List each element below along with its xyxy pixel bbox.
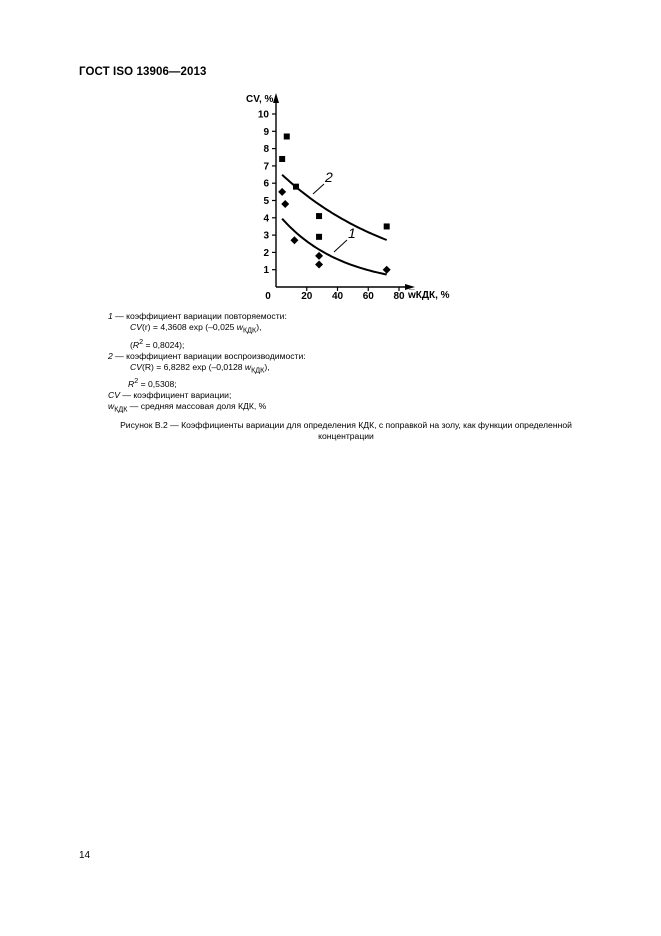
caption-line-1: Рисунок В.2 — Коэффициенты вариации для определения КДК, с поправкой на золу, как функции определенной bbox=[120, 420, 572, 430]
data-point-diamond bbox=[278, 188, 286, 196]
legend-formula-2: CV(R) = 6,8282 exp (–0,0128 $w_{КДК}$), bbox=[130, 361, 270, 375]
y-tick-label: 10 bbox=[257, 109, 269, 121]
data-point-square bbox=[316, 213, 322, 219]
data-point-square bbox=[384, 223, 390, 229]
document-header: ГОСТ ISO 13906—2013 bbox=[79, 66, 207, 78]
legend-item-1: 1 — коэффициент вариации повторяемости: bbox=[108, 311, 287, 321]
y-tick-label: 8 bbox=[263, 144, 269, 156]
legend-formula-1: CV(r) = 4,3608 exp (–0,025 $w_{КДК}$), bbox=[130, 322, 262, 335]
x-tick-label: 0 bbox=[265, 291, 271, 302]
figure-legend bbox=[108, 311, 306, 416]
fit-curve-series-1 bbox=[282, 219, 387, 275]
data-point-diamond bbox=[315, 252, 323, 260]
y-axis-arrow bbox=[273, 93, 279, 103]
series-label: 2 bbox=[325, 169, 333, 185]
cv-chart bbox=[0, 0, 661, 330]
y-tick-label: 9 bbox=[263, 126, 269, 138]
figure-caption bbox=[80, 420, 612, 442]
x-tick-label: 80 bbox=[393, 291, 405, 302]
data-point-square bbox=[279, 156, 285, 162]
legend-item-2: 2 — коэффициент вариации воспроизводимости: bbox=[108, 350, 306, 361]
page-number: 14 bbox=[79, 850, 91, 861]
y-tick-label: 5 bbox=[263, 196, 269, 207]
series-label-leader bbox=[334, 240, 347, 252]
data-point-diamond bbox=[281, 200, 289, 208]
data-point-square bbox=[316, 234, 322, 240]
series-label: 1 bbox=[348, 225, 356, 241]
legend-item-w: $w_{КДК}$ — средняя массовая доля КДК, % bbox=[108, 401, 267, 414]
legend-item-cv: CV — коэффициент вариации; bbox=[108, 390, 232, 401]
data-point-diamond bbox=[383, 266, 391, 274]
y-tick-label: 1 bbox=[263, 265, 269, 277]
x-tick-label: 20 bbox=[301, 291, 313, 302]
caption-line-2: концентрации bbox=[318, 431, 374, 441]
x-axis-label: w̅КДК, % bbox=[408, 290, 450, 301]
legend-r2-1: $(R^2 = 0,8024)$; bbox=[130, 337, 185, 350]
x-tick-label: 40 bbox=[331, 291, 344, 302]
legend-r2-2: $R^2 = 0,5308$; bbox=[128, 377, 177, 390]
y-tick-label: 6 bbox=[263, 178, 269, 190]
series-label-leader bbox=[313, 184, 324, 194]
data-point-square bbox=[293, 184, 299, 190]
y-tick-label: 4 bbox=[263, 213, 269, 225]
y-axis-label: CV, % bbox=[246, 94, 274, 105]
data-point-diamond bbox=[315, 261, 323, 269]
y-tick-label: 7 bbox=[263, 161, 269, 173]
y-tick-label: 3 bbox=[263, 230, 269, 242]
x-tick-label: 60 bbox=[362, 291, 374, 302]
data-point-square bbox=[284, 133, 290, 139]
data-point-diamond bbox=[290, 236, 298, 244]
y-tick-label: 2 bbox=[263, 247, 269, 259]
